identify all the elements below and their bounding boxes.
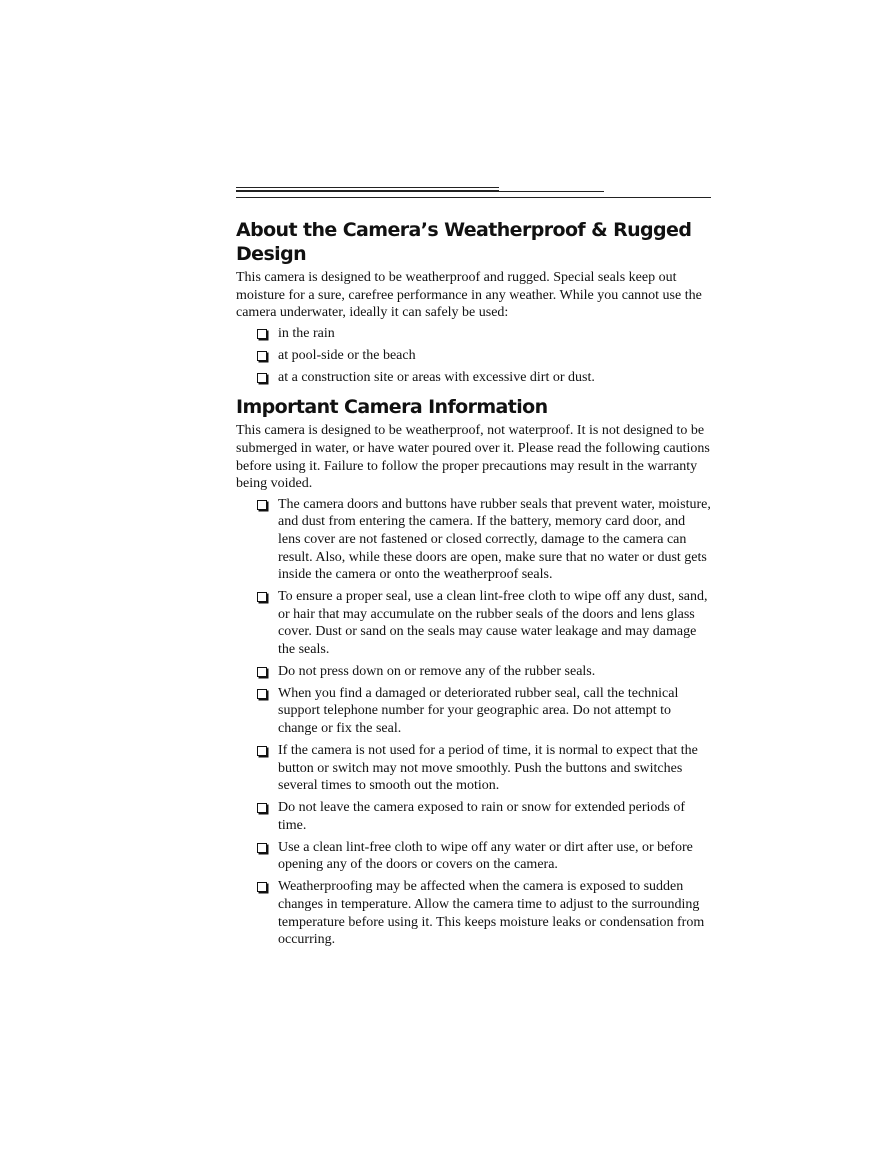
list-item-text: The camera doors and buttons have rubber seals that prevent water, moisture, and dust from entering the camera. If the battery, memory card door, and lens cover are not fastened or closed correctly, damage to the camera can result. Also, while these doors are open, make sure that no water or dust gets inside the camera or onto the weatherproof seals.: [278, 496, 711, 583]
list-item: [236, 588, 711, 658]
list-item: [236, 347, 711, 365]
list-item-text: Do not leave the camera exposed to rain or snow for extended periods of time.: [278, 800, 686, 833]
header-rules: [236, 186, 711, 200]
checkbox-bullet-icon: [257, 689, 267, 699]
list-item-text: Weatherproofing may be affected when the camera is exposed to sudden changes in temperature. Allow the camera time to adjust to the surrounding temperature before using it. This keeps moisture leaks or condensation from occurring.: [278, 879, 705, 948]
usage-list: [236, 325, 711, 387]
header-rule: [236, 191, 604, 192]
checkbox-bullet-icon: [257, 803, 267, 813]
section-heading-important-info: Important Camera Information: [236, 396, 548, 419]
list-item: [236, 496, 711, 584]
list-item: [236, 325, 711, 343]
list-item: [236, 369, 711, 387]
list-item: [236, 839, 711, 874]
list-item-text: To ensure a proper seal, use a clean lint-free cloth to wipe off any dust, sand, or hair that may accumulate on the rubber seals of the doors and lens glass cover. Dust or sand on the seals may cause water leakage and may damage the seals.: [278, 589, 708, 657]
checkbox-bullet-icon: [257, 592, 267, 602]
caution-list: [236, 496, 711, 949]
section-heading-weatherproof: About the Camera’s Weatherproof & Rugged Design: [236, 219, 692, 265]
checkbox-bullet-icon: [257, 667, 267, 677]
list-item: [236, 685, 711, 738]
header-rule: [236, 197, 711, 198]
list-item-text: When you find a damaged or deteriorated rubber seal, call the technical support telephone number for your geographic area. Do not attempt to change or fix the seal.: [278, 685, 679, 737]
document-page: [236, 186, 711, 953]
checkbox-bullet-icon: [257, 329, 267, 339]
header-rule: [236, 187, 499, 188]
checkbox-bullet-icon: [257, 351, 267, 361]
checkbox-bullet-icon: [257, 373, 267, 383]
checkbox-bullet-icon: [257, 882, 267, 892]
list-item: [236, 742, 711, 795]
list-item: [236, 878, 711, 948]
list-item-text: at pool-side or the beach: [278, 347, 416, 363]
checkbox-bullet-icon: [257, 843, 267, 853]
list-item-text: at a construction site or areas with excessive dirt or dust.: [278, 369, 595, 385]
checkbox-bullet-icon: [257, 746, 267, 756]
list-item-text: Do not press down on or remove any of the rubber seals.: [278, 663, 596, 679]
list-item-text: If the camera is not used for a period of time, it is normal to expect that the button or switch may not move smoothly. Push the buttons and switches several times to smooth out the motion.: [278, 743, 698, 794]
section-intro-weatherproof: This camera is designed to be weatherproof and rugged. Special seals keep out moisture for a sure, carefree performance in any weather. While you cannot use the camera underwater, ideally it can safely be used:: [236, 270, 702, 321]
list-item: [236, 663, 711, 681]
checkbox-bullet-icon: [257, 500, 267, 510]
list-item-text: Use a clean lint-free cloth to wipe off any water or dirt after use, or before opening any of the doors or covers on the camera.: [278, 839, 693, 873]
section-intro-important-info: This camera is designed to be weatherproof, not waterproof. It is not designed to be submerged in water, or have water poured over it. Please read the following cautions before using it. Failure to follow the proper precautions may result in the warranty being voided.: [236, 423, 710, 492]
list-item: [236, 799, 711, 834]
list-item-text: in the rain: [278, 325, 335, 341]
